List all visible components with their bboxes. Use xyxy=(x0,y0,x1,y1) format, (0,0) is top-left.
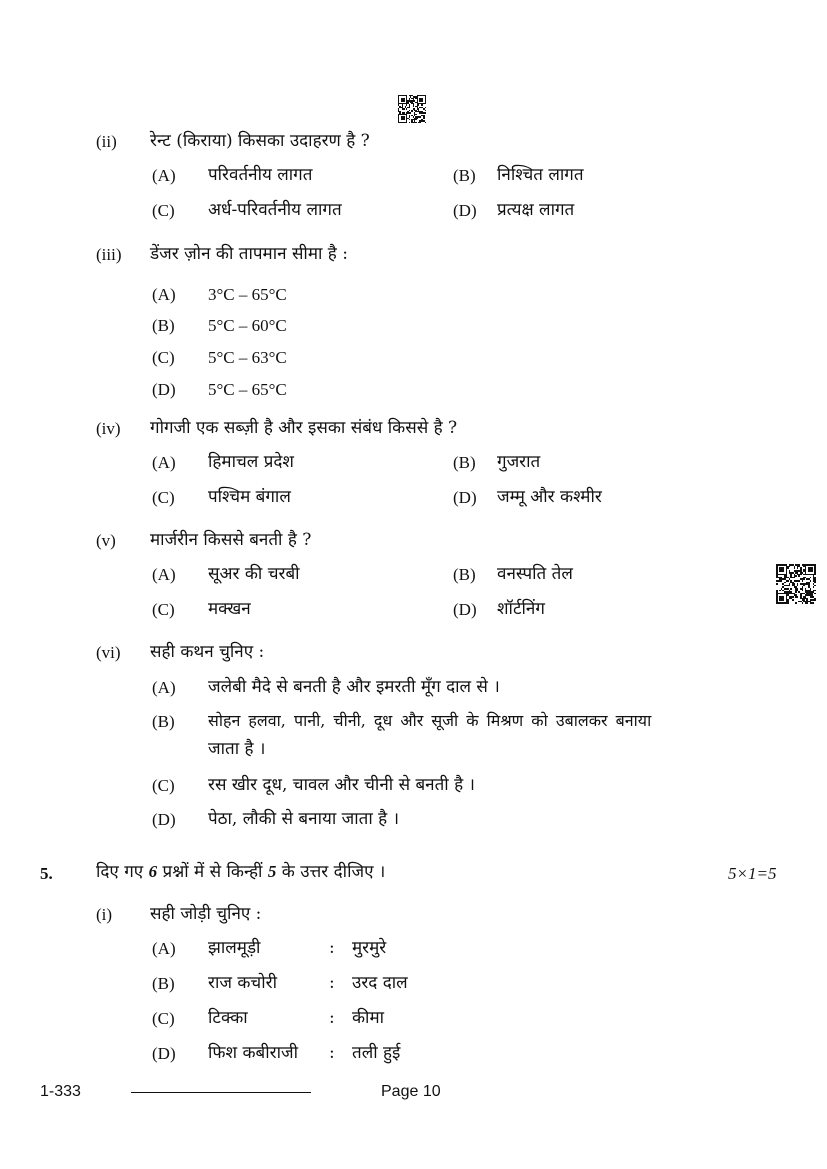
question-number: (ii) xyxy=(96,132,117,151)
option-label: (D) xyxy=(453,201,477,220)
option-text: गुजरात xyxy=(497,452,541,472)
question-text: सही कथन चुनिए : xyxy=(150,642,265,662)
option-text: रस खीर दूध, चावल और चीनी से बनती है । xyxy=(208,775,475,795)
question-number: (vi) xyxy=(96,643,121,662)
qr-code-side-icon xyxy=(776,564,816,604)
option-text: हिमाचल प्रदेश xyxy=(208,452,294,472)
page-number: Page 10 xyxy=(381,1083,441,1100)
option-text: अर्ध-परिवर्तनीय लागत xyxy=(208,200,342,220)
option-label: (C) xyxy=(152,201,175,220)
option-label: (A) xyxy=(152,285,176,304)
option-label: (C) xyxy=(152,600,175,619)
option-text: 5°C – 65°C xyxy=(208,380,287,399)
qr-code-top-icon xyxy=(398,95,426,123)
option-label: (B) xyxy=(453,565,476,584)
option-text: सूअर की चरबी xyxy=(208,564,300,584)
pair-left: राज कचोरी xyxy=(208,973,277,993)
option-text: 5°C – 63°C xyxy=(208,348,287,367)
question-number: (i) xyxy=(96,905,113,924)
option-label: (D) xyxy=(152,1044,176,1063)
pair-right: कीमा xyxy=(352,1008,385,1028)
footer-rule xyxy=(131,1092,311,1093)
option-text: 3°C – 65°C xyxy=(208,285,287,304)
question-text: दिए गए 6 प्रश्नों में से किन्हीं 5 के उत्तर दीजिए । xyxy=(96,862,386,882)
option-text-continued: जाता है । xyxy=(208,739,266,759)
option-label: (C) xyxy=(152,776,175,795)
question-number: 5. xyxy=(40,864,53,883)
option-text: प्रत्यक्ष लागत xyxy=(497,200,575,220)
option-label: (A) xyxy=(152,678,176,697)
option-label: (C) xyxy=(152,488,175,507)
option-label: (A) xyxy=(152,166,176,185)
pair-right: उरद दाल xyxy=(352,973,408,993)
option-text: सोहन हलवा, पानी, चीनी, दूध और सूजी के मिश्रण को उबालकर बनाया xyxy=(208,711,652,730)
pair-separator: : xyxy=(329,1008,335,1028)
paper-code: 1-333 xyxy=(40,1083,81,1100)
option-text: 5°C – 60°C xyxy=(208,316,287,335)
option-label: (B) xyxy=(152,316,175,335)
option-label: (A) xyxy=(152,939,176,958)
option-text: वनस्पति तेल xyxy=(497,564,573,584)
option-label: (C) xyxy=(152,348,175,367)
question-text: गोगजी एक सब्ज़ी है और इसका संबंध किससे है ? xyxy=(150,418,458,438)
option-label: (D) xyxy=(152,380,176,399)
option-label: (B) xyxy=(152,974,175,993)
option-label: (D) xyxy=(453,488,477,507)
pair-separator: : xyxy=(329,973,335,993)
question-text: मार्जरीन किससे बनती है ? xyxy=(150,530,312,550)
question-text: डेंजर ज़ोन की तापमान सीमा है : xyxy=(150,244,348,264)
marks: 5×1=5 xyxy=(728,864,777,883)
pair-separator: : xyxy=(329,938,335,958)
option-label: (D) xyxy=(453,600,477,619)
option-text: शॉर्टनिंग xyxy=(497,599,545,619)
pair-right: मुरमुरे xyxy=(352,938,387,958)
pair-left: फिश कबीराजी xyxy=(208,1043,299,1063)
option-text: पश्चिम बंगाल xyxy=(208,487,291,507)
option-text: जम्मू और कश्मीर xyxy=(497,487,602,507)
option-label: (A) xyxy=(152,453,176,472)
pair-right: तली हुई xyxy=(352,1043,401,1063)
option-label: (C) xyxy=(152,1009,175,1028)
option-label: (B) xyxy=(453,453,476,472)
pair-left: टिक्का xyxy=(208,1008,248,1028)
question-text: रेन्ट (किराया) किसका उदाहरण है ? xyxy=(150,131,370,151)
option-text: जलेबी मैदे से बनती है और इमरती मूँग दाल से । xyxy=(208,677,500,697)
option-label: (D) xyxy=(152,810,176,829)
pair-left: झालमूड़ी xyxy=(208,938,261,958)
option-text: पेठा, लौकी से बनाया जाता है । xyxy=(208,809,400,829)
option-label: (B) xyxy=(453,166,476,185)
option-label: (B) xyxy=(152,712,175,731)
option-text: मक्खन xyxy=(208,599,251,619)
question-number: (iv) xyxy=(96,419,121,438)
option-label: (A) xyxy=(152,565,176,584)
option-text: निश्चित लागत xyxy=(497,165,584,185)
question-number: (v) xyxy=(96,531,116,550)
option-text: परिवर्तनीय लागत xyxy=(208,165,313,185)
question-text: सही जोड़ी चुनिए : xyxy=(150,904,262,924)
question-number: (iii) xyxy=(96,245,122,264)
pair-separator: : xyxy=(329,1043,335,1063)
